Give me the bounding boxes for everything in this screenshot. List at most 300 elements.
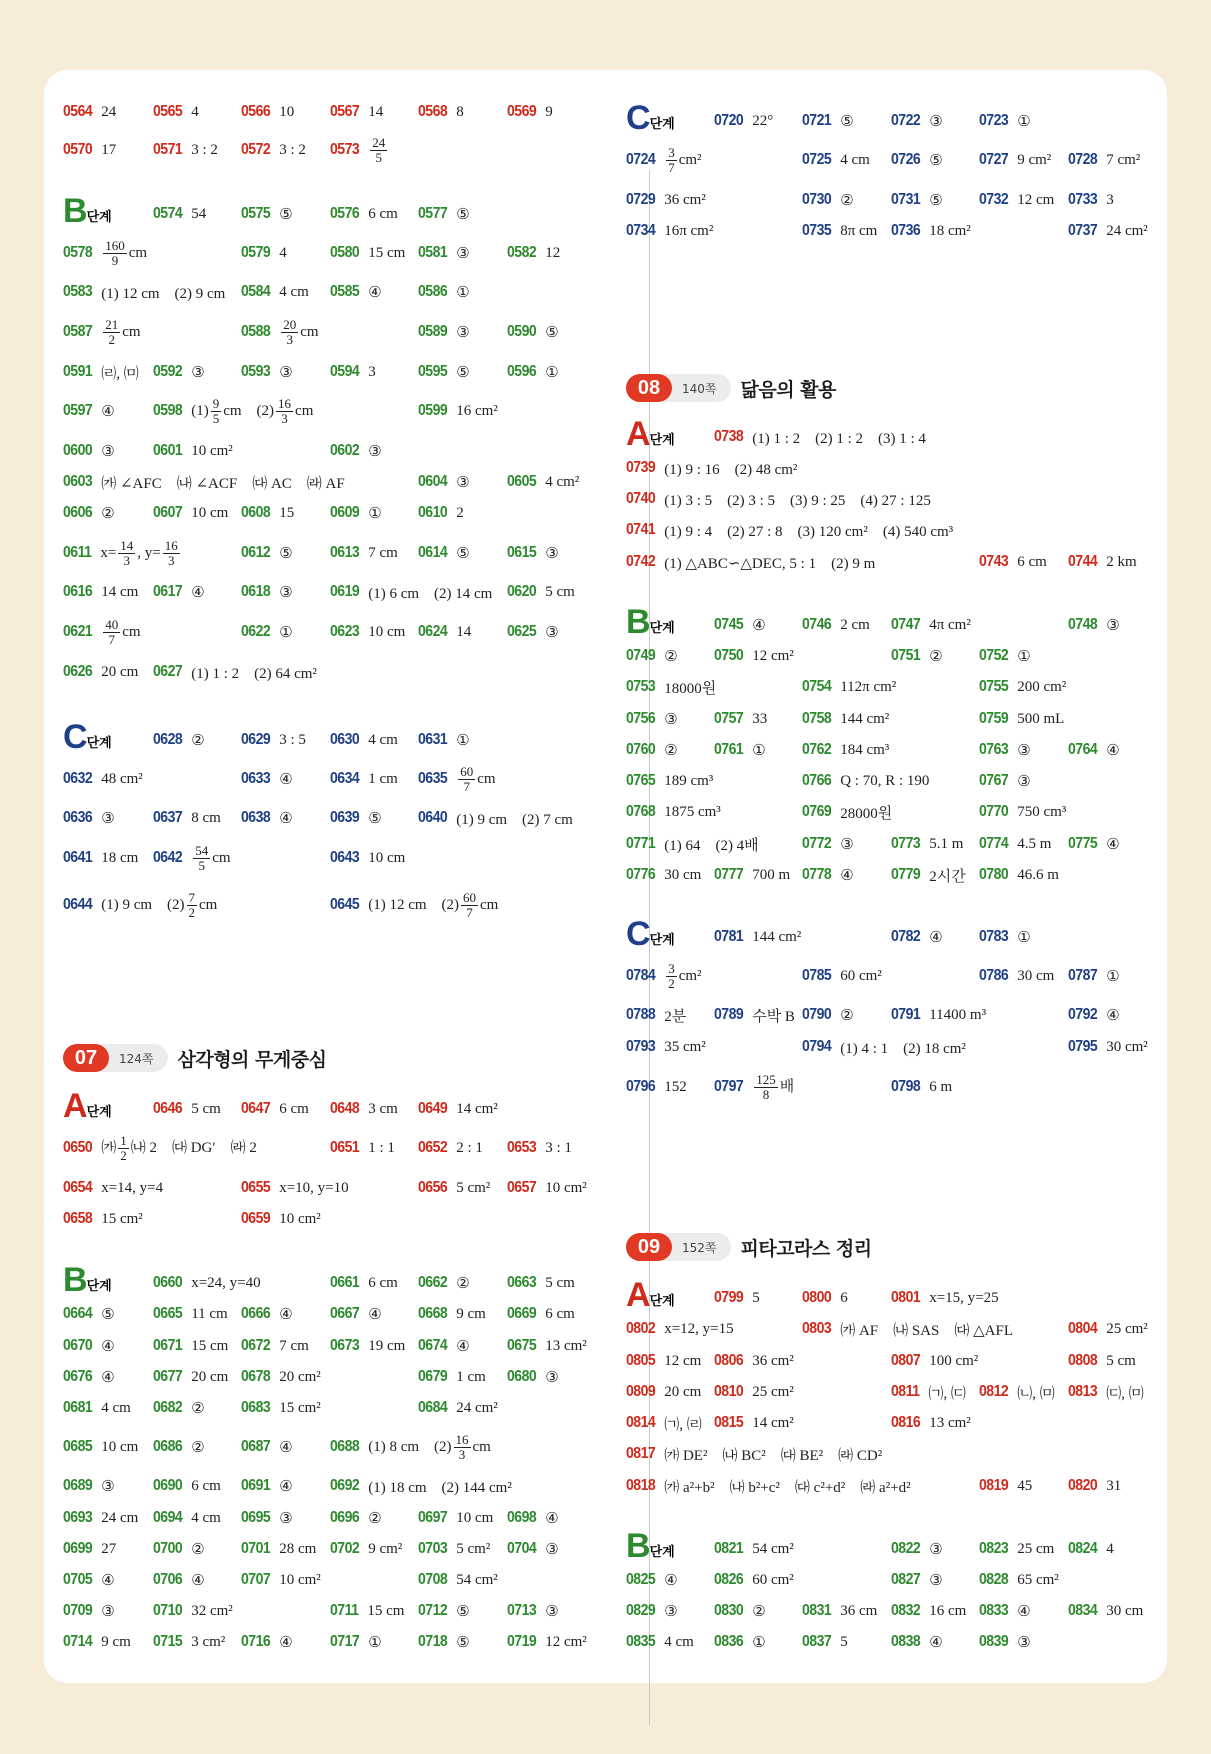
question-number: 0829 xyxy=(626,1602,656,1619)
question-number: 0657 xyxy=(507,1179,537,1196)
answer-item xyxy=(418,1501,493,1535)
answer-value: x=12, y=15 xyxy=(664,1320,734,1337)
answer-value: 7 cm xyxy=(279,1337,309,1354)
question-number: 0653 xyxy=(507,1139,537,1156)
answer-text xyxy=(664,1039,706,1056)
answer-item xyxy=(979,1594,1031,1628)
answer-item xyxy=(241,1391,321,1425)
answer-text xyxy=(1017,1382,1055,1403)
question-number: 0730 xyxy=(802,191,832,208)
answer-item xyxy=(153,723,205,757)
answer-text xyxy=(545,623,558,642)
answer-value: 3 xyxy=(368,363,376,380)
answer-text xyxy=(101,809,114,828)
answer-text xyxy=(279,770,292,789)
answer-item xyxy=(241,801,293,835)
answer-item xyxy=(330,615,405,649)
answer-value: ⑤ xyxy=(840,113,854,130)
answer-item xyxy=(507,1329,587,1363)
question-number: 0823 xyxy=(979,1540,1009,1557)
question-number: 0697 xyxy=(418,1509,448,1526)
answer-text xyxy=(191,505,228,522)
answer-text xyxy=(191,206,206,223)
answer-item xyxy=(418,801,573,835)
question-number: 0729 xyxy=(626,191,656,208)
question-number: 0818 xyxy=(626,1477,656,1494)
answer-item xyxy=(891,104,943,138)
answer-item xyxy=(626,1563,678,1597)
answer-text xyxy=(456,205,469,224)
answer-item xyxy=(63,275,225,309)
answer-text xyxy=(456,1306,486,1323)
question-number: 0785 xyxy=(802,967,832,984)
question-number: 0824 xyxy=(1068,1540,1098,1557)
answer-item xyxy=(507,236,560,270)
question-number: 0607 xyxy=(153,504,183,521)
answer-value: 10 cm² xyxy=(545,1179,587,1196)
answer-item xyxy=(1068,1469,1121,1503)
numerator: 1 xyxy=(120,1132,127,1148)
answer-item xyxy=(979,827,1051,861)
answer-item xyxy=(63,465,345,499)
answer-text xyxy=(545,1368,558,1387)
answer-text xyxy=(191,844,230,873)
answer-value: ④ xyxy=(1106,1007,1120,1024)
answer-value: 12 cm xyxy=(664,1352,702,1369)
question-number: 0741 xyxy=(626,521,656,538)
answer-value: 10 cm xyxy=(101,1438,139,1455)
answer-text xyxy=(101,442,114,461)
answer-text xyxy=(191,583,204,602)
question-number: 0814 xyxy=(626,1414,656,1431)
question-number: 0630 xyxy=(330,731,360,748)
question-number: 0664 xyxy=(63,1305,93,1322)
answer-value: ④ xyxy=(279,771,293,788)
answer-text xyxy=(664,146,701,175)
question-number: 0564 xyxy=(63,103,93,120)
question-number: 0714 xyxy=(63,1633,93,1650)
answer-value: (1) xyxy=(191,402,209,419)
answer-item xyxy=(153,95,199,129)
question-number: 0616 xyxy=(63,583,93,600)
stage-heading xyxy=(626,605,675,639)
question-number: 0716 xyxy=(241,1633,271,1650)
question-number: 0577 xyxy=(418,205,448,222)
answer-value: 32 cm² xyxy=(191,1602,233,1619)
answer-item xyxy=(507,95,553,129)
question-number: 0726 xyxy=(891,151,921,168)
answer-item xyxy=(626,858,701,892)
answer-text xyxy=(929,1007,986,1024)
answer-value: ② xyxy=(456,1275,470,1292)
answer-item xyxy=(241,1469,293,1503)
chapter-pill xyxy=(626,1233,731,1261)
question-number: 0735 xyxy=(802,222,832,239)
answer-value: 4 xyxy=(191,103,199,120)
answer-text xyxy=(840,1290,848,1307)
answer-text xyxy=(664,1571,677,1590)
question-number: 0595 xyxy=(418,363,448,380)
question-number: 0830 xyxy=(714,1602,744,1619)
question-number: 0822 xyxy=(891,1540,921,1557)
answer-item xyxy=(241,355,293,389)
fraction xyxy=(163,539,180,568)
answer-value: ③ xyxy=(1106,617,1120,634)
answer-value: 100 cm² xyxy=(929,1352,979,1369)
answer-item xyxy=(153,496,228,530)
question-number: 0666 xyxy=(241,1305,271,1322)
answer-value: 6 cm xyxy=(368,1274,398,1291)
numerator: 21 xyxy=(105,316,119,332)
question-number: 0676 xyxy=(63,1368,93,1385)
answer-item xyxy=(979,764,1031,798)
answer-value: 28000원 xyxy=(840,805,893,822)
answer-item xyxy=(979,858,1059,892)
numerator: 16 xyxy=(278,395,292,411)
answer-value: ③ xyxy=(929,113,943,130)
answer-value: 6 xyxy=(840,1289,848,1306)
answer-value: cm² xyxy=(678,967,702,984)
answer-text xyxy=(368,245,405,262)
answer-item xyxy=(507,1266,575,1300)
answer-item xyxy=(891,1281,999,1315)
stage-heading xyxy=(626,917,675,951)
answer-value: 36 cm² xyxy=(664,191,706,208)
stage-letter: A xyxy=(626,415,651,453)
chapter-pill xyxy=(626,374,731,402)
numerator: 160 xyxy=(105,237,125,253)
answer-item xyxy=(626,959,702,993)
answer-text xyxy=(1017,152,1051,169)
answer-item xyxy=(626,482,931,516)
answer-item xyxy=(330,95,383,129)
answer-item xyxy=(626,1030,706,1064)
answer-value: (1) 12 cm (2) xyxy=(368,896,460,913)
answer-value: 45 xyxy=(1017,1477,1033,1494)
answer-text xyxy=(368,732,398,749)
answer-text xyxy=(101,1510,138,1527)
answer-text xyxy=(279,544,292,563)
question-number: 0608 xyxy=(241,504,271,521)
answer-text xyxy=(840,1319,1013,1340)
answer-value: 수박 B xyxy=(752,1008,795,1025)
question-number: 0622 xyxy=(241,623,271,640)
answer-item xyxy=(979,670,1066,704)
question-number: 0745 xyxy=(714,616,744,633)
answer-text xyxy=(101,104,116,121)
question-number: 0599 xyxy=(418,402,448,419)
answer-item xyxy=(153,1430,205,1464)
question-number: 0637 xyxy=(153,809,183,826)
answer-text xyxy=(752,1415,794,1432)
question-number: 0774 xyxy=(979,835,1009,852)
answer-value: ① xyxy=(368,505,382,522)
answer-text xyxy=(456,1180,490,1197)
answer-item xyxy=(507,575,575,609)
answer-value: ② xyxy=(368,1510,382,1527)
question-number: 0605 xyxy=(507,473,537,490)
answer-item xyxy=(979,795,1066,829)
answer-item xyxy=(891,1375,966,1409)
answer-value: 15 cm² xyxy=(101,1210,143,1227)
answer-item xyxy=(241,1329,309,1363)
question-number: 0601 xyxy=(153,442,183,459)
answer-item xyxy=(63,1532,116,1566)
stage-suffix: 단계 xyxy=(649,621,675,636)
answer-item xyxy=(626,1312,734,1346)
answer-text xyxy=(191,1369,228,1386)
answer-value: ① xyxy=(456,284,470,301)
question-number: 0688 xyxy=(330,1438,360,1455)
answer-text xyxy=(664,223,713,240)
question-number: 0588 xyxy=(241,323,271,340)
answer-item xyxy=(330,841,405,875)
question-number: 0643 xyxy=(330,849,360,866)
answer-value: 1 cm xyxy=(368,770,398,787)
answer-item xyxy=(714,1406,794,1440)
answer-item xyxy=(714,1375,794,1409)
answer-item xyxy=(241,95,294,129)
question-number: 0797 xyxy=(714,1078,744,1095)
answer-text xyxy=(279,1400,321,1417)
answer-item xyxy=(330,762,398,796)
answer-item xyxy=(153,1092,221,1126)
answer-text xyxy=(752,1005,795,1026)
answer-value: ① xyxy=(752,742,766,759)
question-number: 0633 xyxy=(241,770,271,787)
question-number: 0838 xyxy=(891,1633,921,1650)
answer-value: 112π cm² xyxy=(840,678,897,695)
answer-value: ㈃, ㈄ xyxy=(101,365,139,382)
answer-text xyxy=(368,1541,402,1558)
question-number: 0807 xyxy=(891,1352,921,1369)
question-number: 0694 xyxy=(153,1509,183,1526)
stage-suffix: 단계 xyxy=(649,117,675,132)
answer-value: ⑤ xyxy=(456,1634,470,1651)
question-number: 0613 xyxy=(330,544,360,561)
numerator: 3 xyxy=(668,960,675,976)
answer-value: (1) 9 : 4 (2) 27 : 8 (3) 120 cm² (4) 540 cm³ xyxy=(664,523,954,540)
answer-value: cm xyxy=(122,323,141,340)
answer-value: 54 cm² xyxy=(456,1571,498,1588)
denominator: 2 xyxy=(120,1147,127,1163)
stage-suffix: 단계 xyxy=(86,1105,112,1120)
answer-item xyxy=(714,1281,760,1315)
answer-value: 30 cm xyxy=(664,866,702,883)
question-number: 0655 xyxy=(241,1179,271,1196)
answer-value: 16π cm² xyxy=(664,222,714,239)
answer-item xyxy=(507,615,559,649)
answer-value: ④ xyxy=(279,1478,293,1495)
answer-item xyxy=(979,733,1031,767)
answer-value: 11 cm xyxy=(191,1305,228,1322)
answer-item xyxy=(63,355,139,389)
question-number: 0566 xyxy=(241,103,271,120)
answer-value: 1 : 1 xyxy=(368,1139,395,1156)
question-number: 0702 xyxy=(330,1540,360,1557)
question-number: 0683 xyxy=(241,1399,271,1416)
answer-value: ② xyxy=(191,732,205,749)
question-number: 0712 xyxy=(418,1602,448,1619)
fraction xyxy=(193,844,210,873)
denominator: 3 xyxy=(281,410,288,426)
answer-item xyxy=(63,315,141,349)
answer-value: ㈎ ∠AFC ㈏ ∠ACF ㈐ AC ㈑ AF xyxy=(101,475,345,492)
question-number: 0721 xyxy=(802,112,832,129)
answer-value: (1) 8 cm (2) xyxy=(368,1438,452,1455)
answer-text xyxy=(545,1634,587,1651)
answer-value: 3 : 2 xyxy=(191,141,218,158)
answer-text xyxy=(1106,554,1136,571)
answer-text xyxy=(191,662,317,683)
answer-text xyxy=(664,677,716,698)
answer-text xyxy=(101,1337,114,1356)
answer-item xyxy=(626,143,702,177)
question-number: 0781 xyxy=(714,928,744,945)
answer-text xyxy=(1106,152,1140,169)
answer-text xyxy=(191,443,233,460)
answer-item xyxy=(153,355,205,389)
question-number: 0773 xyxy=(891,835,921,852)
answer-item xyxy=(153,1360,228,1394)
answer-value: ⑤ xyxy=(456,206,470,223)
answer-text xyxy=(752,616,765,635)
answer-value: (1) 12 cm (2) 9 cm xyxy=(101,285,226,302)
question-number: 0767 xyxy=(979,772,1009,789)
question-number: 0600 xyxy=(63,442,93,459)
answer-text xyxy=(456,1140,483,1157)
answer-value: ③ xyxy=(279,584,293,601)
answer-item xyxy=(63,394,115,428)
answer-value: 4.5 m xyxy=(1017,835,1052,852)
question-number: 0623 xyxy=(330,623,360,640)
answer-text xyxy=(368,891,498,920)
answer-item xyxy=(507,315,559,349)
answer-item xyxy=(153,1297,228,1331)
answer-text xyxy=(1017,1478,1032,1495)
answer-text xyxy=(664,520,953,541)
answer-value: ② xyxy=(191,1400,205,1417)
answer-item xyxy=(507,1297,575,1331)
answer-text xyxy=(664,1444,882,1465)
question-number: 0685 xyxy=(63,1438,93,1455)
answer-text xyxy=(101,472,345,493)
answer-item xyxy=(626,764,713,798)
answer-value: 4 cm xyxy=(664,1633,694,1650)
answer-value: 6 cm xyxy=(279,1100,309,1117)
answer-value: 10 cm xyxy=(191,504,229,521)
answer-item xyxy=(418,615,471,649)
question-number: 0673 xyxy=(330,1337,360,1354)
answer-value: 30 cm² xyxy=(1106,1038,1148,1055)
question-number: 0765 xyxy=(626,772,656,789)
question-number: 0833 xyxy=(979,1602,1009,1619)
fraction xyxy=(666,962,677,991)
answer-item xyxy=(418,1266,470,1300)
answer-text xyxy=(929,647,942,666)
stage-letter: C xyxy=(626,915,651,953)
question-number: 0698 xyxy=(507,1509,537,1526)
answer-value: 3 : 1 xyxy=(545,1139,572,1156)
answer-item xyxy=(418,275,470,309)
answer-text xyxy=(1017,112,1030,131)
answer-text xyxy=(840,1603,877,1620)
answer-value: 10 cm xyxy=(368,623,406,640)
answer-text xyxy=(545,474,579,491)
answer-text xyxy=(456,363,469,382)
answer-value: ① xyxy=(752,1634,766,1651)
answer-value: 12 cm xyxy=(1017,191,1055,208)
answer-item xyxy=(714,998,795,1032)
answer-item xyxy=(330,1469,512,1503)
question-number: 0786 xyxy=(979,967,1009,984)
answer-item xyxy=(330,434,382,468)
question-number: 0584 xyxy=(241,283,271,300)
answer-item xyxy=(330,1625,382,1659)
answer-value: ⑤ xyxy=(545,324,559,341)
answer-value: 6 cm xyxy=(545,1305,575,1322)
answer-text xyxy=(279,1211,321,1228)
fraction xyxy=(454,1433,471,1462)
answer-value: 3 xyxy=(1106,191,1114,208)
answer-value: x=10, y=10 xyxy=(279,1179,349,1196)
answer-value: ㈎ xyxy=(101,1139,117,1156)
question-number: 0747 xyxy=(891,616,921,633)
answer-item xyxy=(63,1131,257,1165)
question-number: 0689 xyxy=(63,1477,93,1494)
question-number: 0812 xyxy=(979,1383,1009,1400)
fraction xyxy=(118,1134,129,1163)
answer-text xyxy=(456,505,464,522)
answer-text xyxy=(101,1634,131,1651)
answer-value: 184 cm³ xyxy=(840,741,890,758)
answer-text xyxy=(101,1439,138,1456)
question-number: 0674 xyxy=(418,1337,448,1354)
answer-value: 28 cm xyxy=(279,1540,317,1557)
stage-heading xyxy=(63,1263,112,1297)
denominator: 7 xyxy=(466,904,473,920)
answer-value: ③ xyxy=(279,364,293,381)
answer-item xyxy=(714,1532,794,1566)
question-number: 0690 xyxy=(153,1477,183,1494)
answer-text xyxy=(1017,647,1030,666)
answer-item xyxy=(1068,1375,1144,1409)
answer-item xyxy=(802,1625,848,1659)
answer-value: ⑤ xyxy=(279,206,293,223)
question-number: 0819 xyxy=(979,1477,1009,1494)
answer-text xyxy=(368,771,398,788)
answer-item xyxy=(979,1563,1059,1597)
answer-item xyxy=(330,496,382,530)
answer-item xyxy=(1068,959,1120,993)
answer-value: ③ xyxy=(545,1369,559,1386)
fraction xyxy=(118,539,135,568)
question-number: 0612 xyxy=(241,544,271,561)
answer-value: (1) 9 cm (2) xyxy=(101,896,185,913)
answer-text xyxy=(1017,554,1047,571)
answer-item xyxy=(330,1329,405,1363)
answer-value: ③ xyxy=(1017,1634,1031,1651)
answer-text xyxy=(1017,804,1066,821)
answer-item xyxy=(153,801,221,835)
answer-text xyxy=(367,1603,404,1620)
question-number: 0704 xyxy=(507,1540,537,1557)
answer-text xyxy=(101,142,116,159)
answer-text xyxy=(456,244,469,263)
answer-value: ㈎ a²+b² ㈏ b²+c² ㈐ c²+d² ㈑ a²+d² xyxy=(664,1479,911,1496)
answer-text xyxy=(456,1274,469,1293)
answer-item xyxy=(330,355,376,389)
